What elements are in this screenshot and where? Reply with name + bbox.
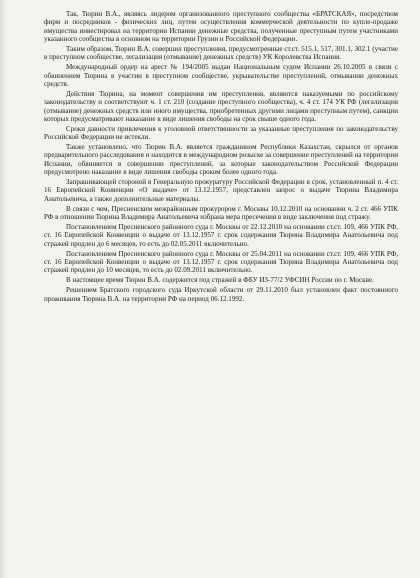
- paragraph: Действия Тюрина, на момент совершения им преступления, являются наказуемыми по российскому законодательству и соответствуют ч. 1 ст. 210 (создание преступного сообщества), ч. 4 ст. 174 УК РФ (легализация (отмывание) денежных средств или иного имущества, приобретенных другими лицами преступным путем), санкции которых предусматривают наказание в виде лишения свободы на срок свыше одного года.: [44, 89, 398, 123]
- paragraph: Международный ордер на арест № 194/2005 выдан Национальным судом Испании 26.10.2005 в связи с обвинением Тюрина в участии в преступном сообществе, укрывательстве преступлений, отмывании денежных средств.: [44, 63, 398, 88]
- paragraph: Постановлением Пресненского районного суда г. Москвы от 22.12.2010 на основании ст.ст. 109, 466 УПК РФ, ст. 16 Европейской Конвенции о выдаче от 13.12.1957 г. срок содержания Тюрина Владимира Анатольевича под стражей продлен до 6 месяцев, то есть до 02.05.2011 включительно.: [44, 223, 398, 248]
- paragraph: Также установлено, что Тюрин В.А. является гражданином Республики Казахстан, скрылся от органов предварительного расследования и находится в международном розыске за совершение преступлений на территории Испании, обвиняется в совершении преступлений, за которые законодательством Российской Федерации предусмотрено наказание в виде лишения свободы сроком более одного года.: [44, 143, 398, 177]
- paragraph: В связи с чем, Пресненским межрайонным прокурором г. Москвы 10.12.2010 на основании ч. 2 ст. 466 УПК РФ в отношении Тюрина Владимира Анатольевича избрана мера пресечения в виде заключения под стражу.: [44, 204, 398, 222]
- paragraph: В настоящее время Тюрин В.А. содержится под стражей в ФБУ ИЗ-77/2 УФСИН России по г. Москве.: [66, 276, 374, 285]
- scan-edge-shadow: [0, 0, 6, 578]
- paragraph: Запрашивающей стороной в Генеральную прокуратуру Российской Федерации в срок, установленный п. 4 ст. 16 Европейской Конвенции «О выдаче» от 13.12.1957, представлен запрос о выдаче Тюрина Владимира Анатольевича, а также дополнительные материалы.: [44, 178, 398, 203]
- paragraph: Таким образом, Тюрин В.А. совершил преступления, предусмотренные ст.ст. 515.1, 517, 301.1, 302.1 (участие в преступном сообществе, легализация (отмывание) денежных средств) УК Королевства Испания.: [44, 44, 398, 62]
- paragraph: Постановлением Пресненского районного суда г. Москвы от 25.04.2011 на основании ст.ст. 109, 466 УПК РФ, ст. 16 Европейской Конвенции о выдаче от 13.12.1957 г. срок содержания Тюрина Владимира Анатольевича под стражей продлен до 10 месяцев, то есть до 02.09.2011 включительно.: [44, 249, 398, 275]
- paragraph: Так, Тюрин В.А., являясь лидером организованного преступного сообщества «БРАТСКАЯ», посредством фирм и посредников - физических лиц, путем осуществления коммерческой деятельности по купле-продаже имущества инвестировал на территории Испании денежные средства, полученные преступным путем участниками указанного сообщества в основном на территории Грузии и Российской Федерации.: [44, 10, 398, 44]
- paragraph: Решением Братского городского суда Иркутской области от 29.11.2010 был установлен факт постоянного проживания Тюрина В.А. на территории РФ на период 06.12.1992.: [44, 286, 398, 303]
- paragraph: Сроки давности привлечения к уголовной ответственности за указанные преступления по законодательству Российской Федерации не истекли.: [44, 124, 398, 142]
